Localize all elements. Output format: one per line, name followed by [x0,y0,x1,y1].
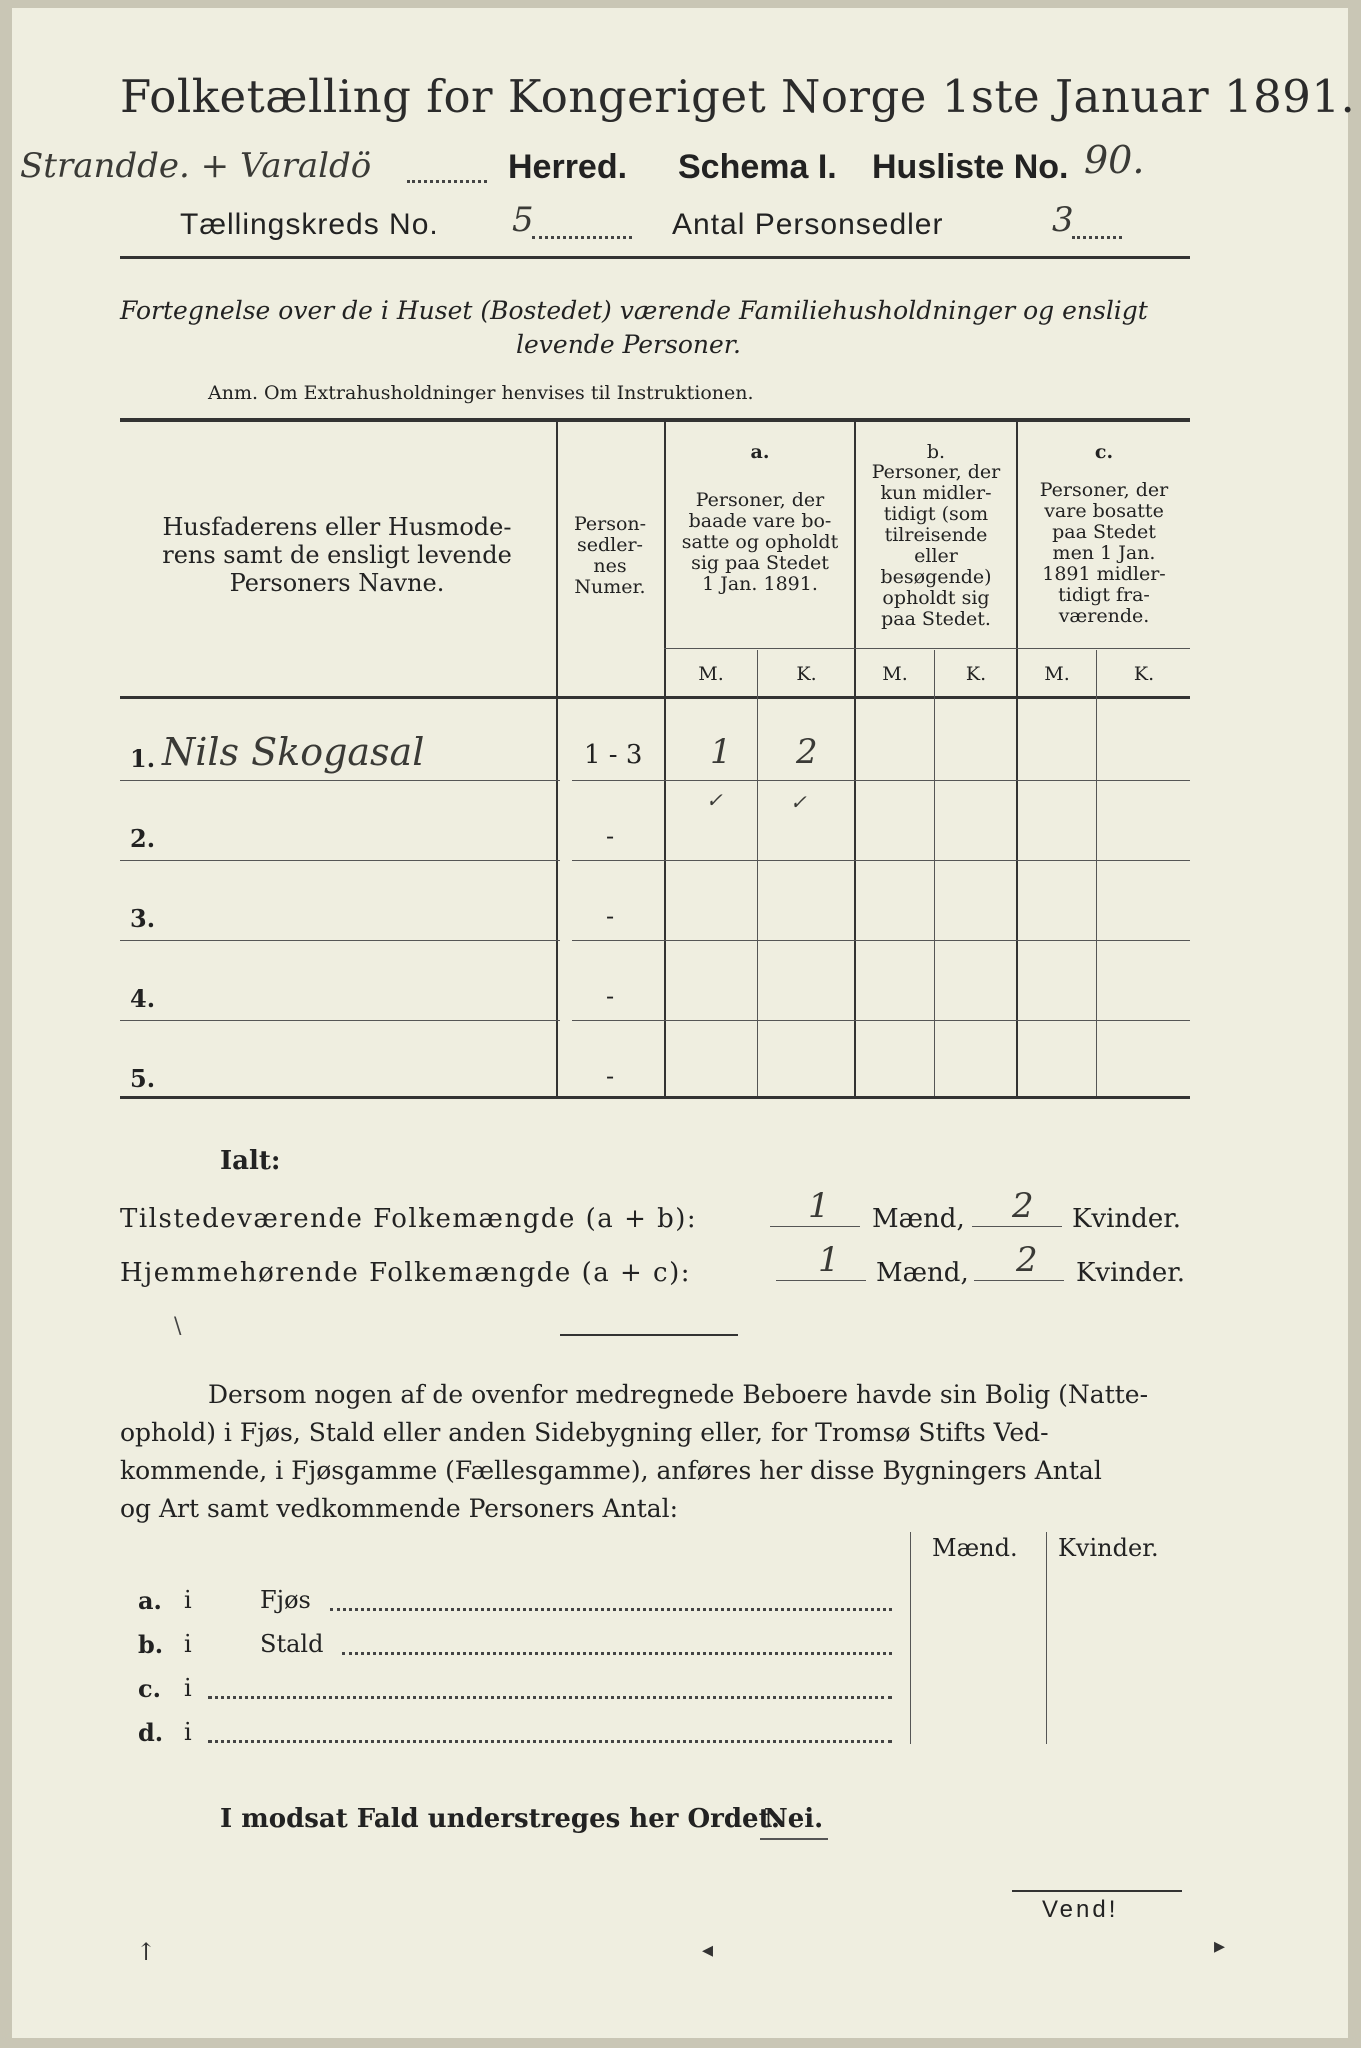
intro-line2: levende Personer. [516,330,741,359]
ialt-label: Ialt: [220,1146,281,1176]
a-female-count: 2 [796,732,818,772]
buildings-col-kvinder: Kvinder. [1058,1534,1159,1562]
building-letter: b. [138,1630,164,1659]
hjemme-female-line [974,1280,1064,1281]
buildings-col-line-2 [1046,1532,1047,1744]
person-number: - [606,1062,615,1090]
col-divider-cm [1096,650,1097,1096]
building-letter: c. [138,1674,161,1703]
buildings-para-2: ophold) i Fjøs, Stald eller anden Sidebygning eller, for Tromsø Stifts Ved- [120,1418,1049,1447]
intro-line1: Fortegnelse over de i Huset (Bostedet) værende Familiehusholdninger og ensligt [120,296,1148,325]
mk-header: M. [1044,663,1070,685]
arrow-mark-icon: ↑ [136,1938,157,1966]
col-divider-am [757,650,758,1096]
building-label: Stald [260,1630,324,1658]
row-rule [572,1020,1190,1021]
nei-text: I modsat Fald understreges her Ordet: [220,1804,781,1834]
schema-label: Schema I. [678,148,837,186]
building-letter: a. [138,1586,162,1615]
vend-label: Vend! [1042,1896,1119,1923]
row-number: 4. [130,984,156,1013]
group-a-text: Personer, der baade vare bo- satte og opholdt sig paa Stedet 1 Jan. 1891. [681,489,839,595]
nei-underline [760,1838,828,1840]
table-top-rule [120,418,1190,422]
col-divider-bm [934,650,935,1096]
header-rule [120,256,1190,259]
mk-header-rule [664,648,1190,649]
row-number: 5. [130,1064,156,1093]
row-number: 2. [130,824,156,853]
building-dots [342,1652,892,1655]
herred-value: Strandde. + Varaldö [20,146,372,186]
arrow-mark-icon: ◂ [702,1938,714,1963]
herred-label: Herred. [508,148,628,186]
census-form [12,8,1356,2038]
anm-note: Anm. Om Extrahusholdninger henvises til Instruktionen. [208,382,754,404]
hjemme-male-value: 1 [818,1240,840,1280]
tilstede-female-line [972,1226,1062,1227]
row-number: 1. [130,744,156,773]
group-c-text: Personer, der vare bosatte paa Stedet men 1 Jan. 1891 midler- tidigt fra- værende. [1039,479,1169,627]
group-c-letter: c. [1094,441,1114,463]
husliste-label: Husliste No. [872,148,1069,186]
nei-word: Nei. [764,1804,824,1834]
tilstede-male-value: 1 [808,1186,830,1226]
table-bottom-rule [120,1096,1190,1099]
row-rule [120,1020,560,1021]
hjemme-female-value: 2 [1016,1240,1038,1280]
arrow-mark-icon: ▸ [1214,1934,1226,1959]
mk-header: M. [882,663,908,685]
building-i: i [184,1718,192,1746]
check-mark: ✓ [790,790,807,814]
row-rule [572,780,1190,781]
building-i: i [184,1586,192,1614]
group-a-letter: a. [750,441,770,463]
row-rule [120,860,560,861]
row-rule [572,860,1190,861]
tilstede-label: Tilstedeværende Folkemængde (a + b): [120,1204,698,1234]
person-number: - [606,982,615,1010]
hjemme-male-line [776,1280,866,1281]
person-name: Nils Skogasal [162,730,425,774]
mk-header: K. [1133,663,1155,685]
building-dots [208,1740,892,1743]
form-title: Folketælling for Kongeriget Norge 1ste Januar 1891. [120,70,1356,123]
section-divider [560,1334,738,1336]
tilstede-female-value: 2 [1012,1186,1034,1226]
mk-header: K. [796,663,817,685]
buildings-col-line-1 [910,1532,911,1744]
row-rule [120,940,560,941]
building-label: Fjøs [260,1586,311,1614]
building-letter: d. [138,1718,164,1747]
group-b-text: Personer, der kun midler- tidigt (som tilreisende eller besøgende) opholdt sig paa Stedet. [871,461,1001,630]
tilstede-maend: Mænd, [872,1204,965,1234]
antal-label: Antal Personsedler [672,208,944,241]
hjemme-label: Hjemmehørende Folkemængde (a + c): [120,1258,691,1288]
husliste-value: 90. [1084,138,1145,182]
check-mark: ✓ [706,788,723,812]
buildings-para-4: og Art samt vedkommende Personers Antal: [120,1494,679,1523]
mk-header: K. [965,663,987,685]
row-number: 3. [130,904,156,933]
building-dots [330,1608,892,1611]
person-number: 1 - 3 [584,740,643,770]
building-dots [208,1696,892,1699]
person-number: - [606,902,615,930]
hjemme-maend: Mænd, [876,1258,969,1288]
building-i: i [184,1674,192,1702]
table-header-rule [120,696,1190,699]
herred-dots [407,180,487,183]
buildings-para-3: kommende, i Fjøsgamme (Fællesgamme), anføres her disse Bygningers Antal [120,1456,1102,1485]
hjemme-kvinder: Kvinder. [1076,1258,1186,1288]
antal-value: 3 [1052,200,1074,240]
group-b-letter: b. [926,441,946,463]
tilstede-male-line [770,1226,860,1227]
kreds-value: 5 [512,200,534,240]
buildings-col-maend: Mænd. [932,1534,1018,1562]
person-number: - [606,822,615,850]
row-rule [572,940,1190,941]
row-rule [120,780,560,781]
kreds-label: Tællingskreds No. [180,208,439,241]
buildings-para-1: Dersom nogen af de ovenfor medregnede Beboere havde sin Bolig (Natte- [208,1380,1149,1409]
kreds-dots [532,236,632,239]
col-name-header: Husfaderens eller Husmode- rens samt de ensligt levende Personers Navne. [162,513,512,597]
vend-rule [1012,1890,1182,1892]
a-male-count: 1 [710,732,732,772]
mk-header: M. [698,663,724,685]
building-i: i [184,1630,192,1658]
ink-mark: \ [174,1314,182,1339]
antal-dots [1072,236,1122,239]
col-num-header: Person- sedler- nes Numer. [573,513,647,598]
tilstede-kvinder: Kvinder. [1072,1204,1182,1234]
